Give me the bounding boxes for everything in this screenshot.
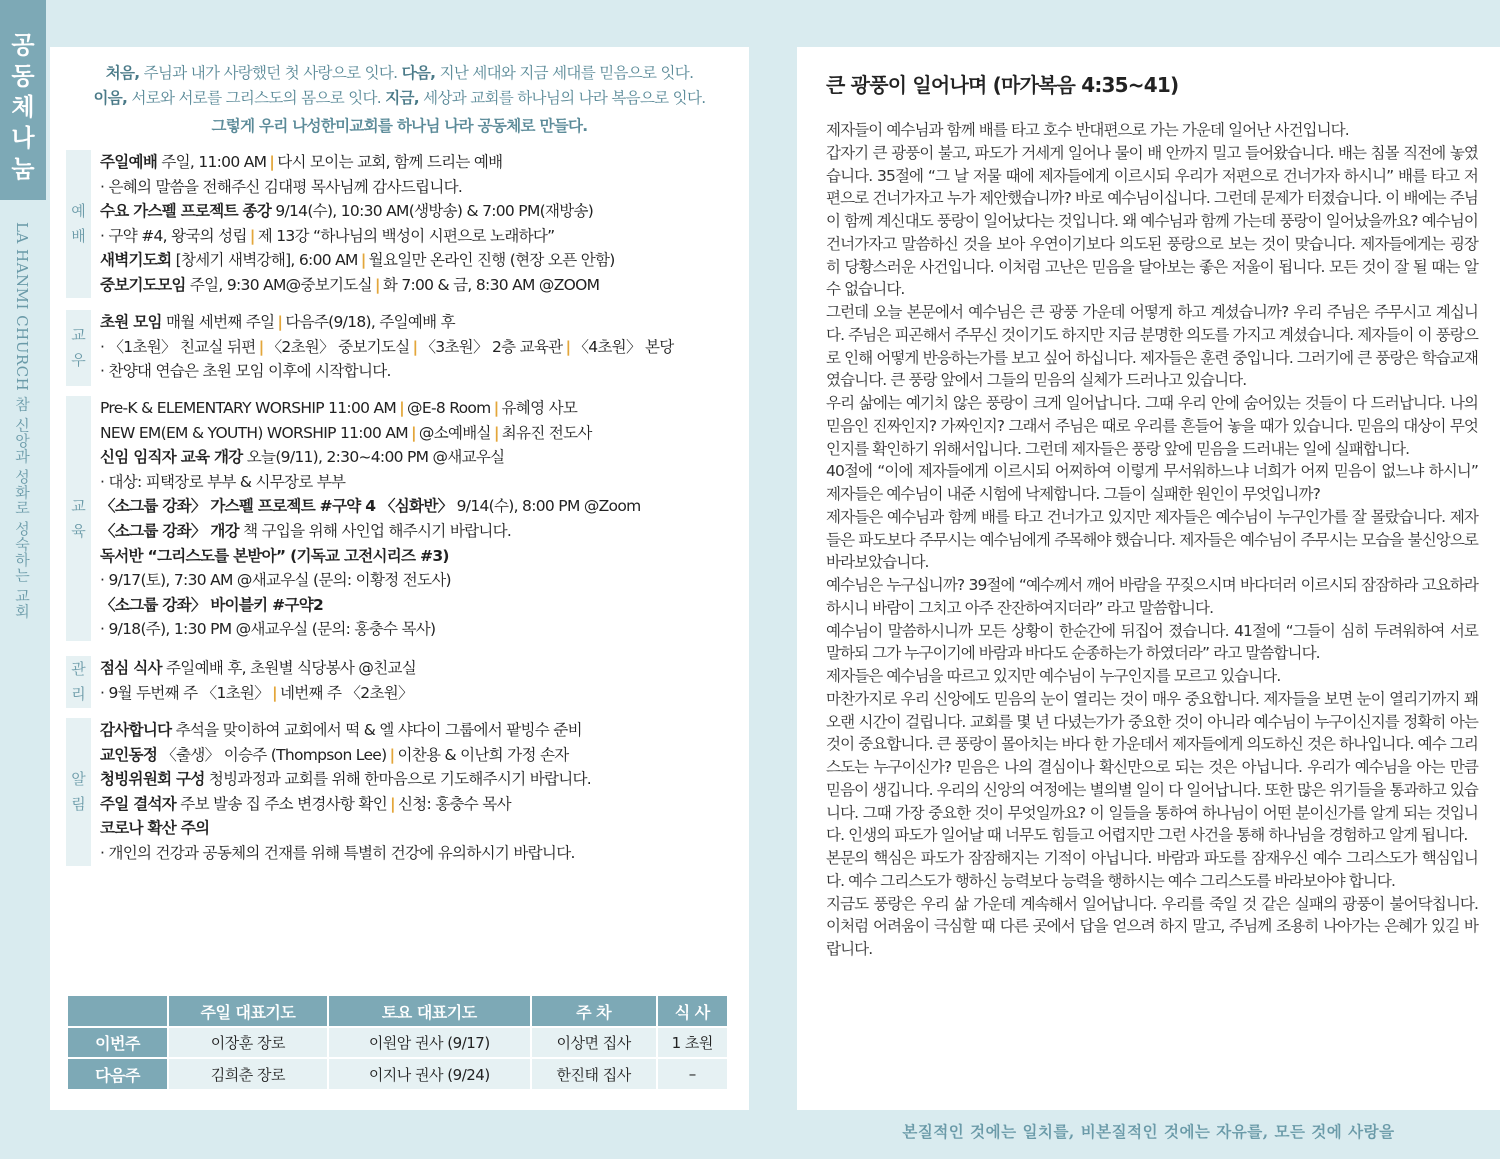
table-cell: 김희춘 장로 [168,1058,328,1089]
table-cell: 한진태 집사 [531,1058,657,1089]
list-item: · 구약 #4, 왕국의 성립 | 제 13강 “하나님의 백성이 시편으로 노래하다” [100,226,555,245]
table-cell: – [657,1058,729,1089]
list-item: 초원 모임 매월 세번째 주일 | 다음주(9/18), 주일예배 후 [100,313,455,331]
sermon-paragraph: 예수님이 말씀하시니까 모든 상황이 한순간에 뒤집어 졌습니다. 41절에 “그들이 심히 두려워하여 서로 말하되 그가 누구이기에 바람과 바다도 순종하는가 하였더라” 라고 말씀합니다. [826,621,1478,663]
section-body [100,310,736,384]
sermon-panel [797,47,1500,1110]
list-item: 코로나 확산 주의 [100,819,210,838]
vision-line: 처음, 주님과 내가 사랑했던 첫 사랑으로 잇다. 다음, 지난 세대와 지금 세대를 믿음으로 잇다. [105,64,694,82]
sermon-paragraph: 갑자기 큰 광풍이 불고, 파도가 거세게 일어나 물이 배 안까지 밀고 들어왔습니다. 배는 침몰 직전에 놓였습니다. 35절에 “그 날 저물 때에 제자들에게 이르시되 우리가 저편으로 건너가자 하시니” 배를 타고 저편으로 건너가자고 누가 제안했습니까? 바로 예수님이십니다. 그런데 문제가 터졌습니다. 이 배에는 주님이 함께 계신대도 풍랑이 일어났다는 것입니다. 왜 예수님과 함께 가는데 풍랑이 일어났을까요? 예수님이 건너가자고 말씀하신 것을 보아 우연이기보다 의도된 풍랑으로 보는 것이 맞습니다. 제자들에게는 굉장히 당황스러운 사건입니다. 이처럼 고난은 믿음을 달아보는 좋은 저울이 됩니다. 모든 것이 잘 될 때는 알 수 없습니다. [826,143,1478,299]
tab-char: 눔 [11,155,35,183]
list-item: 〈소그룹 강좌〉 바이블키 #구약2 [100,595,324,614]
duty-schedule-table [68,996,729,1089]
table-header-row [68,996,728,1027]
list-item: 새벽기도회 [창세기 새벽강해], 6:00 AM | 월요일만 온라인 진행 (현장 오픈 안함) [100,251,615,270]
list-item: 중보기도모임 주일, 9:30 AM@중보기도실 | 화 7:00 & 금, 8:30 AM @ZOOM [100,275,600,294]
sermon-paragraph: 마찬가지로 우리 신앙에도 믿음의 눈이 열리는 것이 매우 중요합니다. 제자들을 보면 눈이 열리기까지 꽤 오랜 시간이 걸립니다. 교회를 몇 년 다녔는가가 중요한 것이 아니라 예수님이 누구이신지를 정확히 아는 것이 중요합니다. 큰 풍랑이 몰아치는 바다 한 가운데서 제자들에게 의도하신 것은 하나입니다. 예수 그리스도는 누구이신가? 믿음은 나의 결심이나 확신만으로 되는 것은 아닙니다. 우리가 예수님을 아는 만큼 믿음이 생깁니다. 우리의 신앙의 여정에는 별의별 일이 다 일어납니다. 또한 많은 위기들을 통과하고 있습니다. 그때 가장 중요한 것이 무엇일까요? 이 일들을 통하여 하나님이 어떤 분이신가를 알게 되는 것입니다. 인생의 파도가 일어날 때 너무도 힘들고 어렵지만 그런 사건을 통해 하나님을 경험하고 알게 됩니다. [826,689,1478,845]
list-item: · 은혜의 말씀을 전해주신 김대평 목사님께 감사드립니다. [100,177,463,196]
section-body [100,656,736,705]
section-label: 교 우 [66,310,91,386]
list-item: · 〈1초원〉 친교실 뒤편 | 〈2초원〉 중보기도실 | 〈3초원〉 2층 교육관 | 〈4초원〉 본당 [100,337,674,356]
section-label: 교 육 [66,396,91,641]
sermon-paragraph: 40절에 “이에 제자들에게 이르시되 어찌하여 이렇게 무서워하느냐 너희가 어찌 믿음이 없느냐 하시니” 제자들은 예수님이 내준 시험에 낙제합니다. 그들이 실패한 원인이 무엇입니까? [826,462,1478,503]
table-cell: 이원암 권사 (9/17) [328,1027,531,1058]
list-item: 청빙위원회 구성 청빙과정과 교회를 위해 한마음으로 기도해주시기 바랍니다. [100,770,592,789]
vision-statement [50,61,749,139]
tab-char: 나 [11,124,35,152]
section-body [100,150,736,298]
list-item: 신임 임직자 교육 개강 오늘(9/11), 2:30~4:00 PM @새교우실 [100,448,505,467]
table-cell: 1 초원 [657,1027,729,1058]
table-cell: 이장훈 장로 [168,1027,328,1058]
announcements-panel [50,47,749,1110]
sermon-body [826,119,1478,961]
list-item: · 9월 두번째 주 〈1초원〉 | 네번째 주 〈2초원〉 [100,683,413,702]
tab-char: 공 [11,31,35,59]
list-item: 감사합니다 추석을 맞이하여 교회에서 떡 & 엘 샤다이 그룹에서 팥빙수 준비 [100,721,582,739]
sermon-title: 큰 광풍이 일어나며 (마가복음 4:35~41) [826,73,1179,97]
table-row [68,1058,728,1089]
sermon-paragraph: 제자들은 예수님과 함께 배를 타고 건너가고 있지만 제자들은 예수님이 누구인가를 잘 몰랐습니다. 제자들은 파도보다 주무시는 예수님에게 주목해야 했습니다. 제자들은 예수님이 주무시는 모습을 불신앙으로 바라보았습니다. [826,507,1478,572]
sermon-paragraph: 제자들은 예수님을 따르고 있지만 예수님이 누구인지를 모르고 있습니다. [826,667,1281,685]
sermon-paragraph: 지금도 풍랑은 우리 삶 가운데 계속해서 일어납니다. 우리를 죽일 것 같은 실패의 광풍이 불어닥칩니다. 이처럼 어려움이 극심할 때 다른 곳에서 답을 얻으려 하지 말고, 주님께 조용히 나아가는 은혜가 있길 바랍니다. [826,894,1478,958]
worship-section [66,150,736,298]
church-name-vertical: LA HANMI CHURCH 참 신앙과 성화로 성숙하는 교회 [13,222,31,620]
table-header: 주일 대표기도 [168,996,328,1027]
list-item: · 9/17(토), 7:30 AM @새교우실 (문의: 이황정 전도사) [100,571,451,590]
table-row [68,1027,728,1058]
list-item: 독서반 “그리스도를 본받아” (기독교 고전시리즈 #3) [100,546,449,565]
management-section [66,656,736,708]
vision-line: 그렇게 우리 나성한미교회를 하나님 나라 공동체로 만들다. [211,117,588,135]
list-item: 〈소그룹 강좌〉 개강 책 구입을 위해 사인업 해주시기 바랍니다. [100,521,512,540]
sidebar [0,0,50,1159]
table-header: 주 차 [531,996,657,1027]
list-item: 〈소그룹 강좌〉 가스펠 프로젝트 #구약 4 〈심화반〉 9/14(수), 8:00 PM @Zoom [100,497,641,516]
list-item: 수요 가스펠 프로젝트 종강 9/14(수), 10:30 AM(생방송) & 7:00 PM(재방송) [100,202,594,221]
list-item: · 대상: 피택장로 부부 & 시무장로 부부 [100,472,346,491]
list-item: · 개인의 건강과 공동체의 건재를 위해 특별히 건강에 유의하시기 바랍니다. [100,843,575,862]
sermon-paragraph: 본문의 핵심은 파도가 잠잠해지는 기적이 아닙니다. 바람과 파도를 잠재우신 예수 그리스도가 핵심입니다. 예수 그리스도가 행하신 능력보다 능력을 행하시는 예수 그리스도를 바라보아야 합니다. [826,849,1478,890]
list-item: · 9/18(주), 1:30 PM @새교우실 (문의: 홍충수 목사) [100,620,436,639]
sermon-paragraph: 우리 삶에는 예기치 않은 풍랑이 크게 일어납니다. 그때 우리 안에 숨어있는 것들이 다 드러납니다. 나의 믿음인 진짜인지? 가짜인지? 그래서 주님은 때로 우리를 흔들어 놓을 때가 있습니다. 믿음의 대상이 무엇인지를 확인하기 위해서입니다. 그런데 제자들은 풍랑 앞에 믿음을 드러내는 일에 실패합니다. [826,394,1478,458]
section-label: 알 림 [66,718,91,866]
section-body [100,718,736,866]
table-header-blank [68,996,168,1027]
row-label: 다음주 [68,1058,168,1089]
fellowship-section [66,310,736,386]
list-item: · 찬양대 연습은 초원 모임 이후에 시작합니다. [100,362,391,381]
education-section [66,396,736,641]
table-header: 토요 대표기도 [328,996,531,1027]
section-body [100,396,736,642]
tab-char: 체 [11,93,35,121]
row-label: 이번주 [68,1027,168,1058]
table-cell: 이상면 집사 [531,1027,657,1058]
sermon-paragraph: 그런데 오늘 본문에서 예수님은 큰 광풍 가운데 어떻게 하고 계셨습니까? 우리 주님은 주무시고 계십니다. 주님은 피곤해서 주무신 것이기도 하지만 지금 분명한 의도를 가지고 계셨습니다. 제자들이 이 풍랑으로 인해 어떻게 반응하는가를 보고 싶어 하십니다. 제자들은 훈련 중입니다. 그러기에 큰 풍랑은 학습교재였습니다. 큰 풍랑 앞에서 그들의 믿음의 실체가 드러나고 있습니다. [826,303,1478,390]
news-section [66,718,736,866]
top-strip [50,0,1500,47]
list-item: Pre-K & ELEMENTARY WORSHIP 11:00 AM | @E-8 Room | 유혜영 사모 [100,399,578,417]
list-item: 교인동정 〈출생〉 이승주 (Thompson Lee) | 이찬용 & 이난희 가정 손자 [100,745,569,764]
section-label: 예 배 [66,150,91,298]
sermon-paragraph: 예수님은 누구십니까? 39절에 “예수께서 깨어 바람을 꾸짖으시며 바다더러 이르시되 잠잠하라 고요하라 하시니 바람이 그치고 아주 잔잔하여지더라” 라고 말씀합니다. [826,576,1478,617]
section-tab [0,0,46,200]
list-item: 점심 식사 주일예배 후, 초원별 식당봉사 @친교실 [100,659,417,677]
table-header: 식 사 [657,996,729,1027]
list-item: 주일 결석자 주보 발송 집 주소 변경사항 확인 | 신청: 홍충수 목사 [100,794,511,813]
vision-line: 이음, 서로와 서로를 그리스도의 몸으로 잇다. 지금, 세상과 교회를 하나님의 나라 복음으로 잇다. [93,89,706,107]
section-label: 관 리 [66,656,91,708]
list-item: 주일예배 주일, 11:00 AM | 다시 모이는 교회, 함께 드리는 예배 [100,153,503,171]
table-cell: 이지나 권사 (9/24) [328,1058,531,1089]
sermon-paragraph: 제자들이 예수님과 함께 배를 타고 호수 반대편으로 가는 가운데 일어난 사건입니다. [826,121,1349,139]
church-motto: 본질적인 것에는 일치를, 비본질적인 것에는 자유를, 모든 것에 사랑을 [902,1122,1395,1141]
list-item: NEW EM(EM & YOUTH) WORSHIP 11:00 AM | @소예배실 | 최유진 전도사 [100,423,592,442]
tab-char: 동 [11,62,35,90]
